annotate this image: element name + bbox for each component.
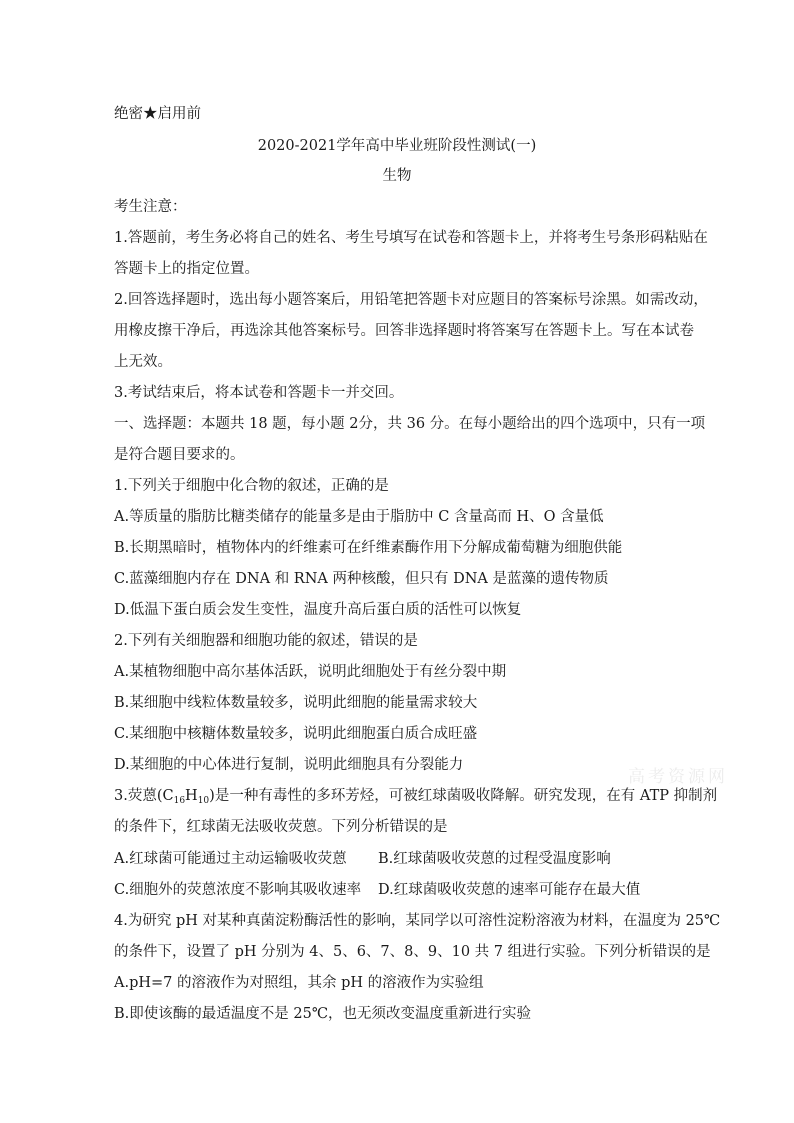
q3-option-d: D.红球菌吸收荧蒽的速率可能存在最大值 [378,882,641,898]
notice-item-1-line-1: 1.答题前，考生务必将自己的姓名、考生号填写在试卷和答题卡上，并将考生号条形码粘贴在 [114,230,708,246]
q4-option-a: A.pH=7 的溶液作为对照组，其余 pH 的溶液作为实验组 [114,975,484,991]
notice-item-2-line-2: 用橡皮擦干净后，再选涂其他答案标号。回答非选择题时将答案写在答题卡上。写在本试卷 [114,323,694,339]
q3-option-b: B.红球菌吸收荧蒽的过程受温度影响 [378,851,611,867]
q3-option-a: A.红球菌可能通过主动运输吸收荧蒽 [114,851,347,867]
notice-heading: 考生注意： [114,199,187,215]
notice-item-2-line-3: 上无效。 [114,354,172,370]
q1-stem: 1.下列关于细胞中化合物的叙述，正确的是 [114,478,389,494]
q1-option-c: C.蓝藻细胞内存在 DNA 和 RNA 两种核酸，但只有 DNA 是蓝藻的遗传物质 [114,571,609,587]
q4-stem-line-1: 4.为研究 pH 对某种真菌淀粉酶活性的影响，某同学以可溶性淀粉溶液为材料，在温度为 25℃ [114,913,721,929]
q2-option-b: B.某细胞中线粒体数量较多，说明此细胞的能量需求较大 [114,695,478,711]
exam-title: 2020-2021学年高中毕业班阶段性测试(一) [257,138,537,154]
q2-option-c: C.某细胞中核糖体数量较多，说明此细胞蛋白质合成旺盛 [114,726,478,742]
q3-stem-line-1: 3.荧蒽$(C_{16}H_{10})$是一种有毒性的多环芳烃，可被红球菌吸收降解。研究发现，在有 ATP 抑制剂 [114,788,718,806]
secret-label: 绝密★启用前 [114,106,201,122]
notice-item-3: 3.考试结束后，将本试卷和答题卡一并交回。 [114,385,404,401]
q4-stem-line-2: 的条件下，设置了 pH 分别为 4、5、6、7、8、9、10 共 7 组进行实验。下列分析错误的是 [114,944,711,960]
q3-stem-line-2: 的条件下，红球菌无法吸收荧蒽。下列分析错误的是 [114,819,448,835]
notice-item-1-line-2: 答题卡上的指定位置。 [114,261,259,277]
q2-option-d: D.某细胞的中心体进行复制，说明此细胞具有分裂能力 [114,757,464,773]
notice-item-2-line-1: 2.回答选择题时，选出每小题答案后，用铅笔把答题卡对应题目的答案标号涂黑。如需改动， [114,292,708,308]
watermark: 高考资源网 [628,767,728,787]
q2-option-a: A.某植物细胞中高尔基体活跃，说明此细胞处于有丝分裂中期 [114,664,507,680]
q1-option-b: B.长期黑暗时，植物体内的纤维素可在纤维素酶作用下分解成葡萄糖为细胞供能 [114,540,623,556]
subject-title: 生物 [382,168,412,184]
q1-option-d: D.低温下蛋白质会发生变性，温度升高后蛋白质的活性可以恢复 [114,602,522,618]
q1-option-a: A.等质量的脂肪比糖类储存的能量多是由于脂肪中 C 含量高而 H、O 含量低 [114,509,604,525]
q3-option-c: C.细胞外的荧蒽浓度不影响其吸收速率 [114,882,362,898]
section-heading-line-2: 是符合题目要求的。 [114,447,245,463]
q4-option-b: B.即使该酶的最适温度不是 25℃，也无须改变温度重新进行实验 [114,1006,532,1022]
section-heading-line-1: 一、选择题：本题共 18 题，每小题 2分，共 36 分。在每小题给出的四个选项中，只有一项 [114,416,706,432]
q2-stem: 2.下列有关细胞器和细胞功能的叙述，错误的是 [114,633,418,649]
